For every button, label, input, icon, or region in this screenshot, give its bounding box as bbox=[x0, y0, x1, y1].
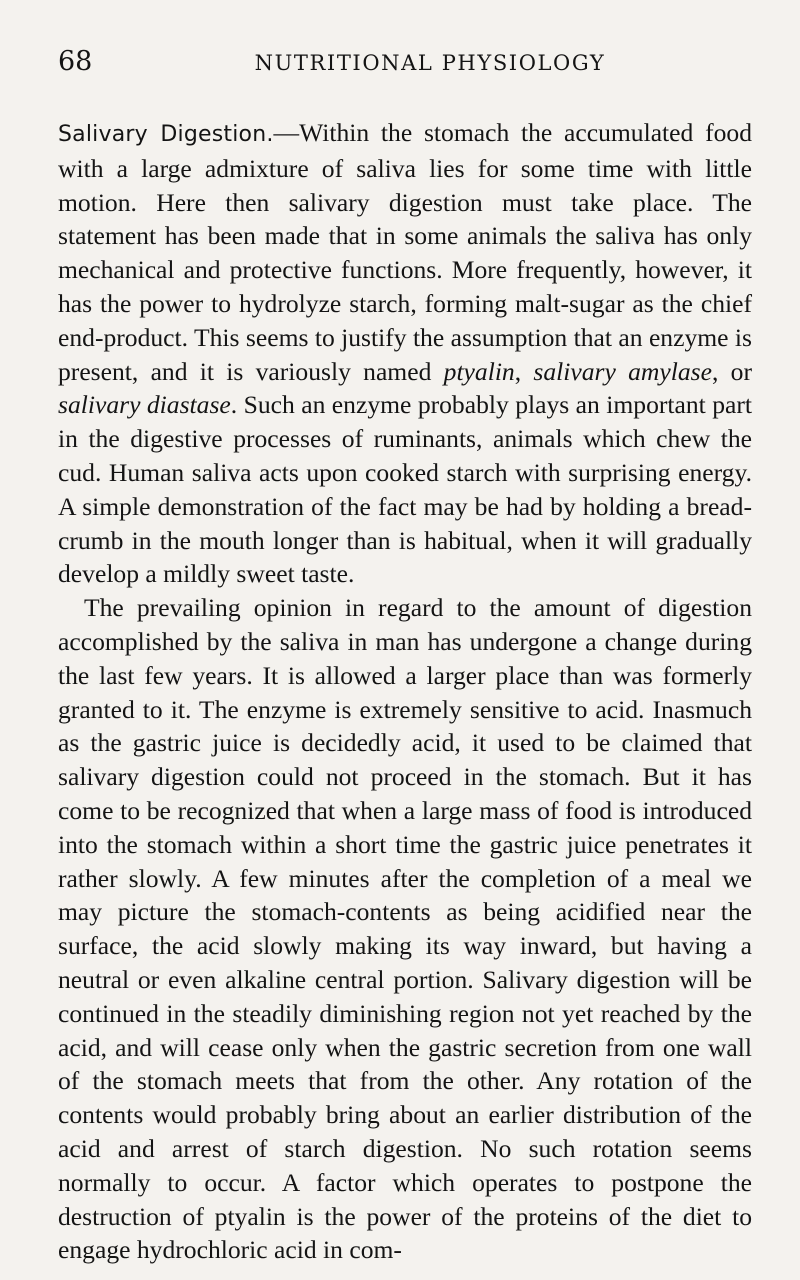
separator: , bbox=[514, 356, 534, 386]
running-head bbox=[58, 46, 752, 86]
paragraph-salivary-digestion bbox=[58, 116, 752, 591]
separator: , or bbox=[712, 356, 752, 386]
term-salivary-amylase: salivary amylase bbox=[533, 356, 712, 386]
book-page bbox=[58, 46, 752, 1267]
paragraph-text: . Such an enzyme probably plays an important part in the digestive processes of ruminants, animals which chew the cud. Human saliva acts upon cooked starch with surprising energy. A simple demonstration of the fact may be had by holding a bread-crumb in the mouth longer than is habitual, when it will gradually develop a mildly sweet taste. bbox=[58, 390, 752, 589]
paragraph-text: —Within the stomach the accumulated food with a large admixture of saliva lies for some time with little motion. Here then salivary digestion must take place. The statement has been made that in some animals the saliva has only mechanical and protective functions. More frequently, however, it has the power to hydrolyze starch, forming malt-sugar as the chief end-product. This seems to justify the assumption that an enzyme is present, and it is variously named bbox=[58, 118, 752, 386]
page-number: 68 bbox=[58, 46, 93, 77]
term-ptyalin: ptyalin bbox=[443, 356, 515, 386]
section-heading: Salivary Digestion. bbox=[58, 122, 274, 147]
running-title: NUTRITIONAL PHYSIOLOGY bbox=[254, 51, 606, 75]
paragraph-digestion-amount: The prevailing opinion in regard to the amount of digestion accomplished by the saliva in man has undergone a change during the last few years. It is allowed a larger place than was formerly granted to it. The enzyme is extremely sensitive to acid. Inasmuch as the gastric juice is decidedly acid, it used to be claimed that salivary digestion could not proceed in the stomach. But it has come to be recognized that when a large mass of food is introduced into the stomach within a short time the gastric juice penetrates it rather slowly. A few minutes after the completion of a meal we may picture the stomach-contents as being acidified near the surface, the acid slowly making its way inward, but having a neutral or even alkaline central portion. Salivary digestion will be continued in the steadily diminishing region not yet reached by the acid, and will cease only when the gastric secretion from one wall of the stomach meets that from the other. Any rotation of the contents would probably bring about an earlier distribution of the acid and arrest of starch digestion. No such rotation seems normally to occur. A factor which operates to postpone the destruction of ptyalin is the power of the proteins of the diet to engage hydrochloric acid in com- bbox=[58, 593, 752, 1265]
term-salivary-diastase: salivary diastase bbox=[58, 390, 231, 420]
